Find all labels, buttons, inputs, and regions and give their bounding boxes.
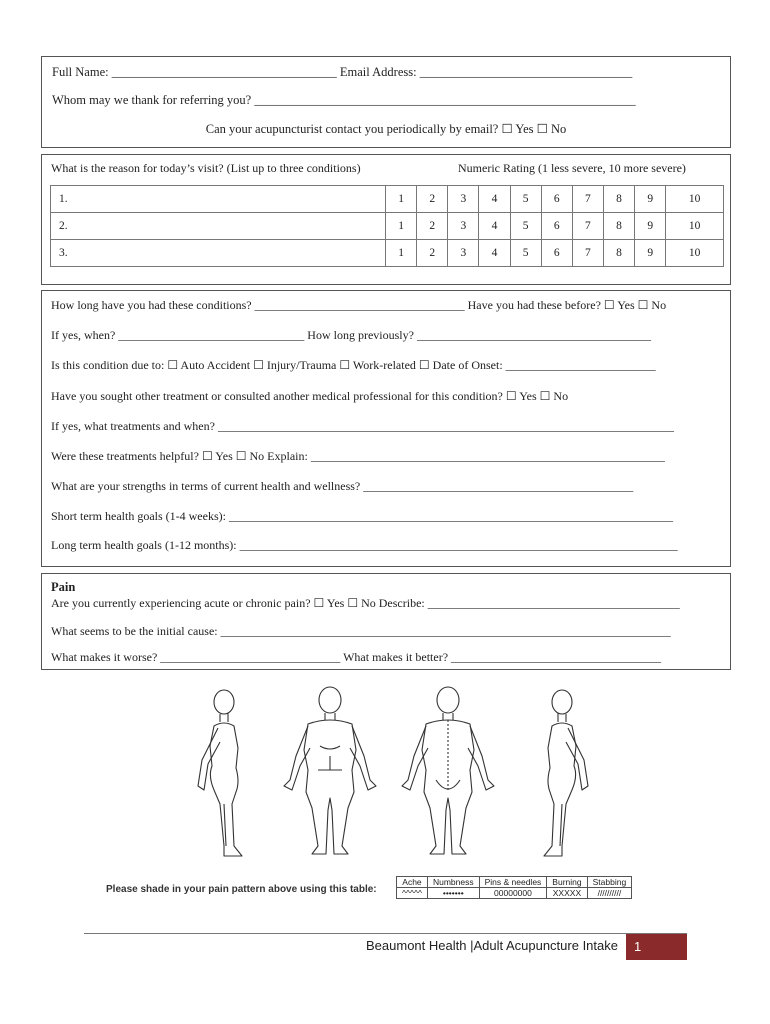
- visit-reason-question: What is the reason for today’s visit? (List up to three conditions): [51, 161, 361, 175]
- rating-option[interactable]: 7: [572, 186, 603, 213]
- legend-symbol: //////////: [587, 888, 632, 899]
- contact-section: [41, 56, 731, 148]
- footer-divider: [84, 933, 687, 934]
- rating-option[interactable]: 10: [666, 186, 724, 213]
- rating-option[interactable]: 8: [603, 213, 634, 240]
- email-contact-question[interactable]: Can your acupuncturist contact you periodically by email? ☐ Yes ☐ No: [205, 122, 567, 136]
- body-figure-side-right[interactable]: [198, 690, 242, 856]
- condition-row: [51, 240, 724, 267]
- condition-input[interactable]: 3.: [51, 240, 386, 267]
- referral-field[interactable]: Whom may we thank for referring you? _____________________________________________________________: [52, 93, 636, 107]
- rating-option[interactable]: 1: [386, 213, 417, 240]
- previous-occurrence-field[interactable]: If yes, when? _______________________________ How long previously? _______________________________________: [51, 328, 651, 342]
- long-term-goals-field[interactable]: Long term health goals (1-12 months): _________________________________________________________________________: [51, 538, 678, 552]
- rating-option[interactable]: 3: [448, 240, 479, 267]
- rating-option[interactable]: 2: [417, 213, 448, 240]
- rating-option[interactable]: 6: [541, 213, 572, 240]
- rating-option[interactable]: 3: [448, 186, 479, 213]
- rating-option[interactable]: 9: [635, 213, 666, 240]
- history-section: [41, 290, 731, 567]
- rating-option[interactable]: 2: [417, 186, 448, 213]
- rating-option[interactable]: 5: [510, 186, 541, 213]
- other-treatment-question[interactable]: Have you sought other treatment or consulted another medical professional for this condition? ☐ Yes ☐ No: [51, 389, 569, 403]
- rating-option[interactable]: 3: [448, 213, 479, 240]
- conditions-rating-table: [50, 185, 724, 267]
- body-figure-side-left[interactable]: [544, 690, 588, 856]
- visit-reason-section: [41, 154, 731, 285]
- rating-option[interactable]: 10: [666, 213, 724, 240]
- condition-input[interactable]: 2.: [51, 213, 386, 240]
- condition-row: [51, 213, 724, 240]
- legend-name: Pins & needles: [479, 877, 547, 888]
- legend-name: Ache: [397, 877, 428, 888]
- body-figure-front[interactable]: [284, 687, 376, 854]
- rating-option[interactable]: 6: [541, 186, 572, 213]
- pain-cause-field[interactable]: What seems to be the initial cause: ___________________________________________________________________________: [51, 624, 671, 638]
- numeric-rating-label: Numeric Rating (1 less severe, 10 more severe): [458, 161, 686, 175]
- short-term-goals-field[interactable]: Short term health goals (1-4 weeks): __________________________________________________________________________: [51, 509, 673, 523]
- condition-row: [51, 186, 724, 213]
- pain-section: [41, 573, 731, 670]
- rating-option[interactable]: 8: [603, 240, 634, 267]
- rating-option[interactable]: 6: [541, 240, 572, 267]
- body-diagram[interactable]: [180, 686, 600, 862]
- rating-option[interactable]: 4: [479, 186, 510, 213]
- pain-legend-instruction: Please shade in your pain pattern above using this table:: [106, 884, 377, 895]
- rating-option[interactable]: 5: [510, 213, 541, 240]
- rating-option[interactable]: 1: [386, 186, 417, 213]
- legend-name: Burning: [547, 877, 587, 888]
- legend-name: Stabbing: [587, 877, 632, 888]
- condition-cause-field[interactable]: Is this condition due to: ☐ Auto Accident ☐ Injury/Trauma ☐ Work-related ☐ Date of Onset: _________________________: [51, 358, 656, 372]
- rating-option[interactable]: 10: [666, 240, 724, 267]
- rating-option[interactable]: 4: [479, 213, 510, 240]
- pain-worse-better-field[interactable]: What makes it worse? ______________________________ What makes it better? ___________________________________: [51, 650, 662, 664]
- legend-name: Numbness: [427, 877, 479, 888]
- page-number: 1: [626, 934, 687, 960]
- rating-option[interactable]: 8: [603, 186, 634, 213]
- pain-title: Pain: [51, 580, 76, 594]
- rating-option[interactable]: 4: [479, 240, 510, 267]
- rating-option[interactable]: 7: [572, 213, 603, 240]
- full-name-email-field[interactable]: Full Name: ____________________________________ Email Address: __________________________________: [52, 65, 633, 79]
- condition-duration-field[interactable]: How long have you had these conditions? ___________________________________ Have you had these before? ☐ Yes ☐ No: [51, 298, 667, 312]
- health-strengths-field[interactable]: What are your strengths in terms of current health and wellness? _____________________________________________: [51, 479, 634, 493]
- rating-option[interactable]: 7: [572, 240, 603, 267]
- rating-option[interactable]: 1: [386, 240, 417, 267]
- rating-option[interactable]: 9: [635, 186, 666, 213]
- legend-symbol: XXXXX: [547, 888, 587, 899]
- footer-title: Beaumont Health |Adult Acupuncture Intake: [366, 938, 618, 953]
- legend-symbol: •••••••: [427, 888, 479, 899]
- rating-option[interactable]: 2: [417, 240, 448, 267]
- treatments-when-field[interactable]: If yes, what treatments and when? ____________________________________________________________________________: [51, 419, 674, 433]
- rating-option[interactable]: 9: [635, 240, 666, 267]
- rating-option[interactable]: 5: [510, 240, 541, 267]
- condition-input[interactable]: 1.: [51, 186, 386, 213]
- pain-experience-field[interactable]: Are you currently experiencing acute or chronic pain? ☐ Yes ☐ No Describe: __________________________________________: [51, 596, 680, 610]
- legend-symbol: ^^^^^: [397, 888, 428, 899]
- treatments-helpful-field[interactable]: Were these treatments helpful? ☐ Yes ☐ No Explain: ___________________________________________________________: [51, 449, 665, 463]
- body-figure-back[interactable]: [402, 687, 494, 854]
- pain-legend-table: [396, 876, 632, 899]
- legend-symbol: 00000000: [479, 888, 547, 899]
